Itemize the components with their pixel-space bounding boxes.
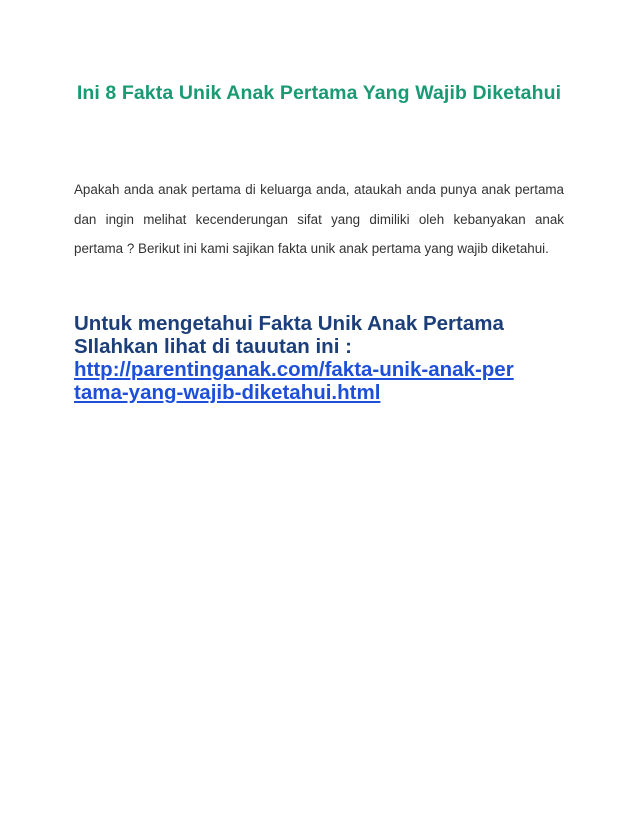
- cta-line-1: Untuk mengetahui Fakta Unik Anak Pertama: [74, 312, 504, 335]
- page-title: Ini 8 Fakta Unik Anak Pertama Yang Wajib Diketahui: [76, 82, 562, 104]
- cta-block: [74, 312, 564, 404]
- article-link[interactable]: http://parentinganak.com/fakta-unik-anak-pertama-yang-wajib-diketahui.html: [74, 358, 514, 404]
- cta-line-2: SIlahkan lihat di tauutan ini :: [74, 335, 352, 358]
- intro-paragraph: Apakah anda anak pertama di keluarga anda, ataukah anda punya anak pertama dan ingin melihat kecenderungan sifat yang dimiliki oleh kebanyakan anak pertama ? Berikut ini kami sajikan fakta unik anak pertama yang wajib diketahui.: [74, 182, 564, 256]
